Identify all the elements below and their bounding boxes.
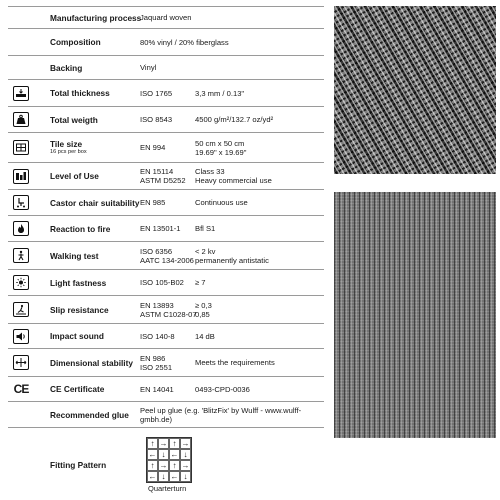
fitting-arrow-icon: ↑ — [169, 438, 180, 449]
spec-label — [34, 88, 138, 98]
spec-label-text: Slip resistance — [50, 304, 109, 315]
spec-label-text: Walking test — [50, 250, 99, 261]
ce-mark-icon: CE — [13, 382, 29, 396]
spec-row — [8, 107, 324, 133]
carpet-tile-sample-image — [334, 192, 496, 438]
spec-row — [8, 296, 324, 324]
spec-label — [34, 251, 138, 261]
impact-sound-icon — [13, 329, 29, 344]
spec-value — [195, 167, 324, 185]
value-line: Continuous use — [195, 198, 248, 207]
spec-label — [34, 171, 138, 181]
icon-cell — [8, 112, 34, 127]
dimensional-stability-icon — [13, 355, 29, 370]
spec-standard — [138, 224, 195, 233]
spec-value — [195, 332, 324, 341]
value-line: 0493-CPD-0036 — [195, 384, 250, 394]
icon-cell — [8, 195, 34, 210]
value-line: ≥ 0,3 — [195, 300, 212, 310]
spec-standard — [138, 115, 195, 124]
spec-label — [34, 305, 138, 315]
fitting-arrow-icon: ← — [148, 449, 157, 459]
spec-label-text: Light fastness — [50, 277, 107, 288]
spec-standard — [138, 354, 195, 372]
spec-row — [8, 402, 324, 428]
fitting-arrow-icon: → — [159, 460, 168, 470]
spec-label — [34, 278, 138, 288]
fitting-arrow-icon: ↑ — [147, 438, 158, 449]
spec-standard — [138, 167, 195, 185]
standard-line: ISO 6356 — [140, 246, 173, 256]
fitting-pattern-label: Fitting Pattern — [50, 460, 107, 470]
icon-cell — [8, 355, 34, 370]
value-line: ≥ 7 — [195, 278, 206, 287]
standard-line: ASTM D5252 — [140, 176, 186, 185]
fitting-arrow-icon: → — [181, 460, 190, 470]
thickness-icon — [13, 86, 29, 101]
fitting-arrow-icon: → — [181, 438, 190, 448]
value-line: 19.69" x 19.69" — [195, 147, 247, 157]
standard-line: EN 986 — [140, 353, 166, 363]
icon-cell — [8, 302, 34, 317]
spec-label-text: Reaction to fire — [50, 223, 111, 234]
standard-line: ISO 8543 — [140, 115, 173, 124]
spec-value — [195, 198, 324, 207]
fitting-arrow-icon: ← — [170, 449, 179, 459]
spec-row — [8, 216, 324, 242]
value-line: Class 33 — [195, 167, 225, 176]
fitting-arrow-icon: ↓ — [158, 471, 169, 482]
spec-label — [34, 358, 138, 368]
spec-label — [34, 115, 138, 125]
standard-line: EN 13501-1 — [140, 224, 181, 233]
spec-standard — [138, 278, 195, 287]
fitting-arrow-icon: ← — [170, 471, 179, 481]
fitting-arrow-icon: ↑ — [147, 460, 158, 471]
spec-standard — [138, 301, 195, 319]
fitting-arrow-icon: ↓ — [158, 449, 169, 460]
spec-value — [195, 89, 324, 98]
spec-label-text: Total thickness — [50, 88, 110, 98]
spec-row — [8, 80, 324, 107]
fitting-pattern-caption: Quarterturn — [148, 484, 187, 493]
spec-row — [8, 190, 324, 216]
standard-line: ISO 1765 — [140, 88, 173, 98]
standard-line: ISO 140-8 — [140, 331, 175, 341]
spec-value — [195, 139, 324, 157]
value-line: 4500 g/m²/132.7 oz/yd² — [195, 115, 274, 124]
spec-label-text: Recommended glue — [50, 409, 129, 420]
icon-cell — [8, 140, 34, 155]
spec-value: Vinyl — [140, 63, 157, 72]
spec-row — [8, 6, 324, 29]
value-line: permanently antistatic — [195, 255, 269, 265]
fitting-arrow-icon: ← — [148, 471, 157, 481]
spec-standard — [138, 198, 195, 207]
light-fastness-icon — [13, 275, 29, 290]
slip-resistance-icon — [13, 302, 29, 317]
icon-cell — [8, 248, 34, 263]
spec-value — [195, 115, 324, 124]
spec-label — [34, 37, 138, 47]
spec-label — [34, 331, 138, 341]
fire-icon — [13, 221, 29, 236]
spec-value — [195, 301, 324, 319]
spec-label — [34, 224, 138, 234]
standard-line: EN 13893 — [140, 300, 174, 310]
spec-standard — [138, 247, 195, 265]
specification-table — [8, 6, 324, 428]
level-of-use-icon — [13, 169, 29, 184]
spec-label-text: Castor chair suitability — [50, 197, 140, 208]
icon-cell — [8, 382, 34, 396]
spec-label-text: Dimensional stability — [50, 357, 133, 368]
icon-cell — [8, 86, 34, 101]
spec-label — [34, 198, 138, 208]
spec-label — [34, 12, 142, 23]
value-line: Heavy commercial use — [195, 176, 272, 185]
spec-label — [34, 410, 138, 420]
spec-standard — [138, 89, 195, 98]
spec-value — [195, 247, 324, 265]
spec-label-text: Composition — [50, 37, 101, 47]
spec-label — [34, 63, 138, 73]
spec-row — [8, 377, 324, 402]
spec-row — [8, 242, 324, 270]
spec-standard — [138, 385, 195, 394]
fitting-arrow-icon: ↓ — [180, 471, 191, 482]
value-line: 3,3 mm / 0.13" — [195, 88, 245, 98]
fitting-arrow-icon: ↑ — [169, 460, 180, 471]
spec-label-text: Level of Use — [50, 171, 99, 181]
spec-label-text: Total weigth — [50, 114, 98, 125]
standard-line: EN 15114 — [140, 167, 174, 176]
spec-row — [8, 56, 324, 80]
spec-value: Jaquard woven — [140, 13, 192, 22]
standard-line: ISO 2551 — [140, 362, 173, 372]
fitting-pattern-section — [8, 434, 324, 496]
spec-row — [8, 349, 324, 377]
icon-cell — [8, 169, 34, 184]
castor-chair-icon — [13, 195, 29, 210]
spec-value — [195, 358, 324, 367]
standard-line: EN 994 — [140, 143, 166, 152]
spec-label-text: Backing — [50, 62, 83, 73]
value-line: 50 cm x 50 cm — [195, 138, 245, 148]
spec-row — [8, 270, 324, 296]
spec-standard — [138, 332, 195, 341]
icon-cell — [8, 275, 34, 290]
spec-row — [8, 29, 324, 56]
icon-cell — [8, 221, 34, 236]
walking-icon — [13, 248, 29, 263]
carpet-texture-closeup-image — [334, 6, 496, 174]
spec-label — [34, 384, 138, 394]
quarterturn-pattern-icon — [146, 437, 192, 483]
value-line: Bfl S1 — [195, 224, 216, 233]
spec-value — [195, 385, 324, 394]
value-line: < 2 kv — [195, 246, 216, 256]
spec-label-text: Tile size — [50, 139, 83, 149]
fitting-arrow-icon: → — [159, 438, 168, 448]
standard-line: ASTM C1028-07 — [140, 309, 197, 319]
spec-sublabel: 16 pcs per box — [50, 149, 87, 155]
standard-line: EN 14041 — [140, 384, 174, 394]
spec-row — [8, 324, 324, 349]
spec-value: 80% vinyl / 20% fiberglass — [140, 37, 229, 47]
icon-cell — [8, 329, 34, 344]
standard-line: AATC 134-2006 — [140, 255, 194, 265]
spec-value — [195, 278, 324, 287]
tile-size-icon — [13, 140, 29, 155]
fitting-arrow-icon: ↓ — [180, 449, 191, 460]
spec-value: Peel up glue (e.g. 'BlitzFix' by Wulff - www.wulff-gmbh.de) — [140, 405, 302, 424]
standard-line: ISO 105-B02 — [140, 278, 184, 287]
spec-label-text: Impact sound — [50, 331, 104, 341]
spec-row — [8, 133, 324, 163]
value-line: Meets the requirements — [195, 358, 275, 367]
value-line: 14 dB — [195, 331, 215, 341]
standard-line: EN 985 — [140, 198, 166, 207]
spec-label — [34, 139, 138, 156]
spec-label-text: CE Certificate — [50, 384, 105, 394]
spec-standard — [138, 143, 195, 152]
weight-icon — [13, 112, 29, 127]
value-line: 0,85 — [195, 309, 210, 319]
spec-label-text: Manufacturing process — [50, 12, 142, 23]
spec-value — [195, 224, 324, 233]
spec-row — [8, 163, 324, 190]
